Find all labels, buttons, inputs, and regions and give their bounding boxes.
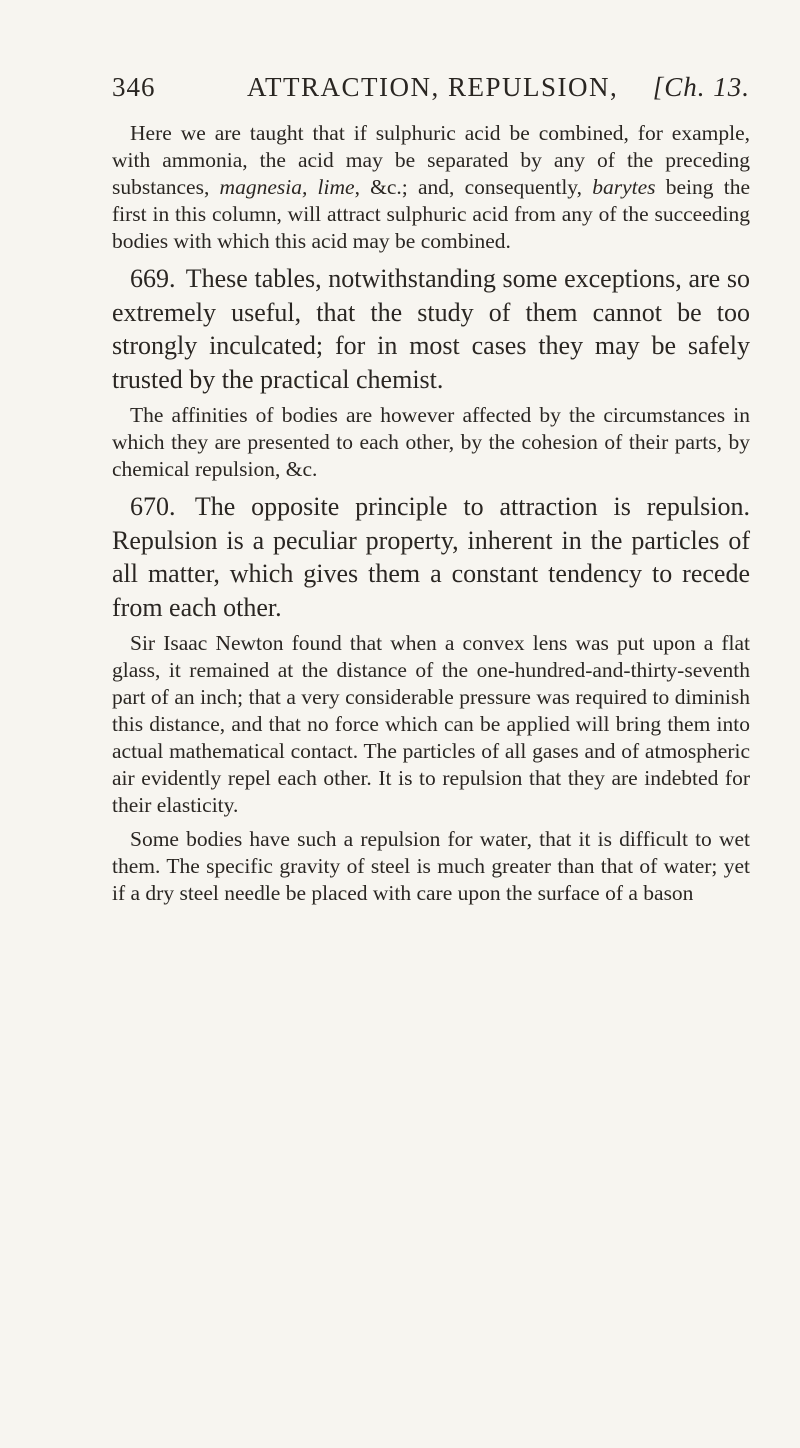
paragraph-steel-needle: Some bodies have such a repulsion for water, that it is difficult to wet them. The specific gravity of steel is much greater than that of water; yet if a dry steel needle be placed with care upon the surface of a bason [112,827,750,905]
page-number: 346 [112,72,156,102]
page-body [112,120,750,914]
running-head [112,72,750,112]
paragraph-affinities: The affinities of bodies are however affected by the circumstances in which they are presented to each other, by the cohesion of their parts, by chemical repulsion, &c. [112,403,750,481]
paragraph-sulphuric-acid: Here we are taught that if sulphuric acid be combined, for example, with ammonia, the acid may be separated by any of the preceding substances, magnesia, lime, &c.; and, consequently, barytes being the first in this column, will attract sulphuric acid from any of the succeeding bodies with which this acid may be combined. [112,121,750,253]
paragraph-670: 670. The opposite principle to attraction is repulsion. Repulsion is a peculiar property, inherent in the particles of all matter, which gives them a constant tendency to recede from each other. [112,492,750,622]
chapter-marker: [Ch. 13. [652,72,750,102]
paragraph-669: 669. These tables, notwithstanding some exceptions, are so extremely useful, that the study of them cannot be too strongly inculcated; for in most cases they may be safely trusted by the practical chemist. [112,264,751,394]
section-number: 670. [130,492,176,521]
running-title: ATTRACTION, REPULSION, [247,72,619,102]
section-number: 669. [130,264,176,293]
paragraph-newton: Sir Isaac Newton found that when a convex lens was put upon a flat glass, it remained at the distance of the one-hundred-and-thirty-seventh part of an inch; that a very considerable pressure was required to diminish this distance, and that no force which can be applied will bring them into actual mathematical contact. The particles of all gases and of atmospheric air evidently repel each other. It is to repulsion that they are indebted for their elasticity. [112,631,750,817]
